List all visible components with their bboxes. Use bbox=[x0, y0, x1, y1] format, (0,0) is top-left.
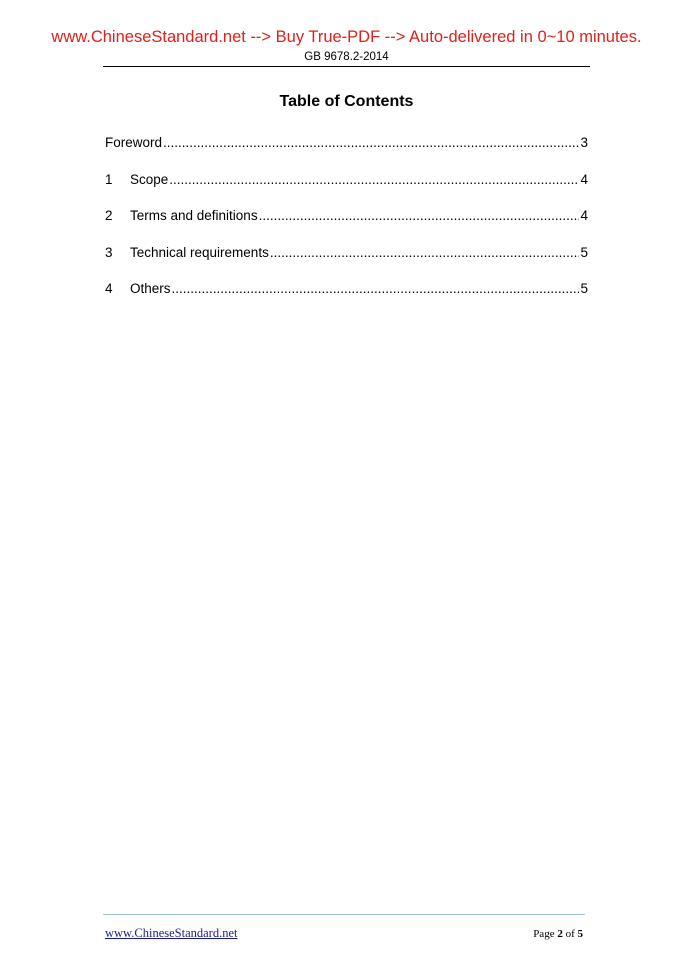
toc-entry-foreword[interactable] bbox=[105, 134, 588, 171]
toc-entry-label: Technical requirements bbox=[130, 244, 269, 260]
page-total: 5 bbox=[577, 928, 583, 940]
promo-banner[interactable]: www.ChineseStandard.net --> Buy True-PDF --> Auto-delivered in 0~10 minutes. bbox=[51, 28, 642, 46]
toc-entry-terms-and-definitions[interactable] bbox=[105, 207, 588, 244]
toc-entry-page: 5 bbox=[580, 244, 588, 260]
toc-dot-leader bbox=[259, 207, 580, 225]
toc-dot-leader bbox=[172, 280, 580, 298]
toc-entry-label: Others bbox=[130, 281, 171, 296]
footer-divider bbox=[103, 914, 585, 915]
toc-entry-others[interactable] bbox=[105, 280, 588, 317]
toc-entry-page: 4 bbox=[580, 208, 588, 223]
toc-entry-number: 2 bbox=[105, 208, 113, 223]
footer-page-number bbox=[533, 927, 583, 941]
toc-entry-label: Scope bbox=[130, 171, 169, 187]
toc-entry-technical-requirements[interactable] bbox=[105, 244, 588, 281]
document-code: GB 9678.2-2014 bbox=[304, 51, 389, 63]
toc-dot-leader bbox=[270, 244, 580, 262]
header-divider bbox=[103, 66, 590, 67]
toc-entry-page: 4 bbox=[580, 171, 588, 187]
toc-entry-scope[interactable] bbox=[105, 171, 588, 208]
page-prefix: Page bbox=[533, 928, 558, 940]
toc-dot-leader bbox=[169, 171, 579, 189]
toc-entry-page: 3 bbox=[580, 135, 588, 150]
toc-entry-label: Foreword bbox=[105, 135, 163, 150]
footer-site-link[interactable]: www.ChineseStandard.net bbox=[105, 926, 238, 940]
toc-entry-number: 1 bbox=[105, 171, 113, 187]
toc-entry-label: Terms and definitions bbox=[130, 208, 258, 223]
toc-dot-leader bbox=[163, 134, 579, 152]
toc-entry-number: 4 bbox=[105, 281, 113, 296]
toc-list bbox=[105, 134, 588, 317]
page-of: of bbox=[562, 928, 578, 940]
toc-entry-page: 5 bbox=[580, 281, 588, 296]
toc-title: Table of Contents bbox=[279, 93, 414, 110]
page-current: 2 bbox=[557, 928, 563, 940]
toc-entry-number: 3 bbox=[105, 244, 113, 260]
